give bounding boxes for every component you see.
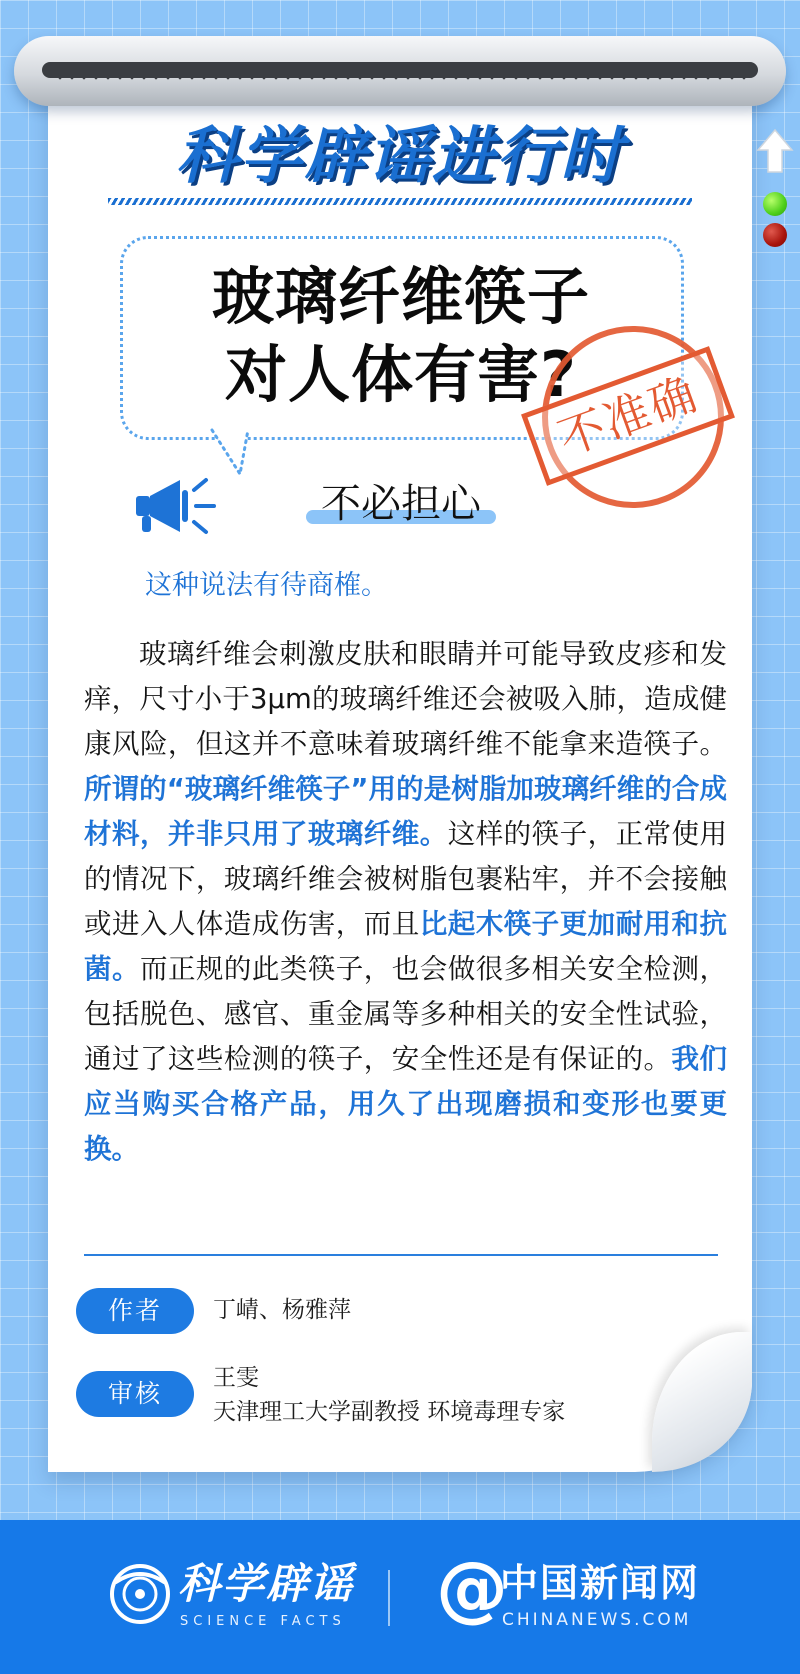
headline-line-1: 玻璃纤维筷子 bbox=[211, 260, 590, 333]
reviewer-name: 王雯 bbox=[213, 1365, 259, 1391]
verdict-text: 不必担心 bbox=[321, 481, 481, 527]
science-facts-logo-subtitle: SCIENCE FACTS bbox=[180, 1614, 346, 1629]
science-facts-logo-icon[interactable] bbox=[108, 1562, 172, 1626]
body-highlight-3: 我们应当购买合格产品，用久了出现磨损和变形也要更换。 bbox=[84, 1043, 728, 1165]
author-names: 丁崝、杨雅萍 bbox=[213, 1297, 351, 1323]
chinanews-at-icon[interactable]: @ bbox=[436, 1546, 508, 1630]
reviewer-title: 天津理工大学副教授 环境毒理专家 bbox=[213, 1399, 566, 1425]
footer-divider bbox=[388, 1570, 390, 1626]
chinanews-logo-subtitle: CHINANEWS.COM bbox=[502, 1610, 692, 1630]
headline-line-2: 对人体有害? bbox=[225, 338, 577, 411]
intro-text: 这种说法有待商榷。 bbox=[145, 570, 388, 601]
series-title: 科学辟谣进行时 bbox=[175, 119, 624, 192]
body-text-3: 而正规的此类筷子，也会做很多相关安全检测，包括脱色、感官、重金属等多种相关的安全性试验，通过了这些检测的筷子，安全性还是有保证的。 bbox=[84, 953, 728, 1075]
megaphone-icon bbox=[132, 476, 218, 536]
chinanews-logo-title[interactable]: 中国新闻网 bbox=[500, 1561, 701, 1605]
body-highlight-1: 所谓的“玻璃纤维筷子”用的是树脂加玻璃纤维的合成材料，并非只用了玻璃纤维。 bbox=[84, 773, 727, 850]
speech-bubble-tail bbox=[210, 428, 250, 476]
green-light-icon[interactable] bbox=[763, 192, 787, 216]
stamp-text: 不准确 bbox=[551, 366, 705, 466]
body-text-1: 玻璃纤维会刺激皮肤和眼睛并可能导致皮疹和发痒，尺寸小于3μm的玻璃纤维还会被吸入肺，造成健康风险，但这并不意味着玻璃纤维不能拿来造筷子。 bbox=[84, 638, 727, 760]
reviewer-label: 审核 bbox=[76, 1371, 194, 1417]
divider bbox=[84, 1254, 718, 1256]
body-highlight-2: 比起木筷子更加耐用和抗菌。 bbox=[84, 908, 728, 985]
article-body bbox=[84, 632, 727, 1172]
science-facts-logo-title[interactable]: 科学辟谣 bbox=[178, 1559, 355, 1608]
author-label: 作者 bbox=[76, 1288, 194, 1334]
title-rule bbox=[108, 198, 692, 205]
scroll-roller bbox=[14, 36, 786, 106]
body-text-2: 这样的筷子，正常使用的情况下，玻璃纤维会被树脂包裹粘牢，并不会接触或进入人体造成伤害，而且 bbox=[84, 818, 728, 940]
red-light-icon[interactable] bbox=[763, 223, 787, 247]
roller-teeth bbox=[54, 74, 746, 84]
